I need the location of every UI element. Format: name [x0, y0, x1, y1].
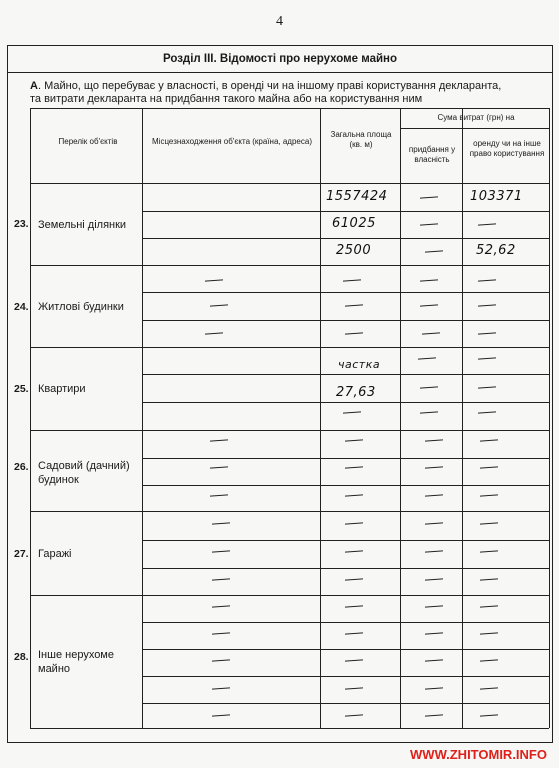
- subrow-line-13: [142, 703, 549, 704]
- row-name-garden-house: Садовий (дачний) будинок: [38, 460, 130, 486]
- subrow-line-0: [142, 211, 549, 212]
- subrow-line-6: [142, 458, 549, 459]
- subrow-line-12: [142, 676, 549, 677]
- subrow-line-1: [142, 238, 549, 239]
- row-name-houses: Житлові будинки: [38, 301, 124, 313]
- subrow-line-4: [142, 374, 549, 375]
- column-line-4: [462, 108, 463, 728]
- header-objects: Перелік об'єктів: [58, 137, 118, 146]
- row-number-26: 26.: [14, 461, 29, 473]
- subrow-line-11: [142, 649, 549, 650]
- table-bottom-border: [30, 728, 549, 729]
- land-area-3: 2500: [336, 243, 372, 258]
- subrow-line-5: [142, 402, 549, 403]
- land-area-1: 1557424: [326, 189, 388, 204]
- row-name-apartments: Квартири: [38, 383, 86, 395]
- row-name-other-property: Інше нерухоме майно: [38, 649, 114, 675]
- land-area-2: 61025: [332, 216, 376, 231]
- section-title: Розділ ІІІ. Відомості про нерухоме майно: [7, 45, 553, 73]
- expenses-subheader-line: [400, 128, 549, 129]
- table-top-border: [30, 108, 549, 109]
- subrow-line-7: [142, 485, 549, 486]
- page-number: 4: [276, 14, 283, 29]
- subrow-line-2: [142, 292, 549, 293]
- section-divider-2: [30, 430, 549, 431]
- section-subtitle: [30, 80, 535, 106]
- row-name-land: Земельні ділянки: [38, 219, 127, 231]
- row-number-23: 23.: [14, 218, 29, 230]
- land-rent-3: 52,62: [476, 243, 516, 258]
- subtitle-letter: А: [30, 80, 38, 92]
- subtitle-line2: та витрати декларанта на придбання такого майна або на користування ним: [30, 93, 423, 105]
- subtitle-line1: . Майно, що перебуває у власності, в оренді чи на іншому праві користування декларанта,: [37, 80, 502, 92]
- header-rent: оренду чи на інше право користування: [469, 139, 545, 158]
- subrow-line-3: [142, 320, 549, 321]
- subrow-line-9: [142, 568, 549, 569]
- row-number-28: 28.: [14, 651, 29, 663]
- header-area: Загальна площа (кв. м): [330, 130, 392, 149]
- header-location: Місцезнаходження об'єкта (країна, адреса): [152, 137, 312, 146]
- subrow-line-10: [142, 622, 549, 623]
- row-name-garages: Гаражі: [38, 548, 72, 560]
- section-divider-4: [30, 595, 549, 596]
- apartment-area-share: частка: [338, 358, 381, 371]
- row-number-25: 25.: [14, 383, 29, 395]
- column-line-1: [142, 108, 143, 728]
- section-divider-0: [30, 265, 549, 266]
- watermark: WWW.ZHITOMIR.INFO: [410, 747, 547, 762]
- land-rent-1: 103371: [470, 189, 523, 204]
- subrow-line-8: [142, 540, 549, 541]
- row-number-24: 24.: [14, 301, 29, 313]
- column-line-3: [400, 108, 401, 728]
- header-purchase: придбання у власність: [408, 145, 456, 164]
- header-expenses: Сума витрат (грн) на: [437, 113, 515, 122]
- column-line-2: [320, 108, 321, 728]
- header-bottom-line: [30, 183, 549, 184]
- apartment-area-2: 27,63: [336, 385, 376, 400]
- section-divider-1: [30, 347, 549, 348]
- row-number-27: 27.: [14, 548, 29, 560]
- column-line-5: [549, 108, 550, 728]
- section-divider-3: [30, 511, 549, 512]
- column-line-0: [30, 108, 31, 728]
